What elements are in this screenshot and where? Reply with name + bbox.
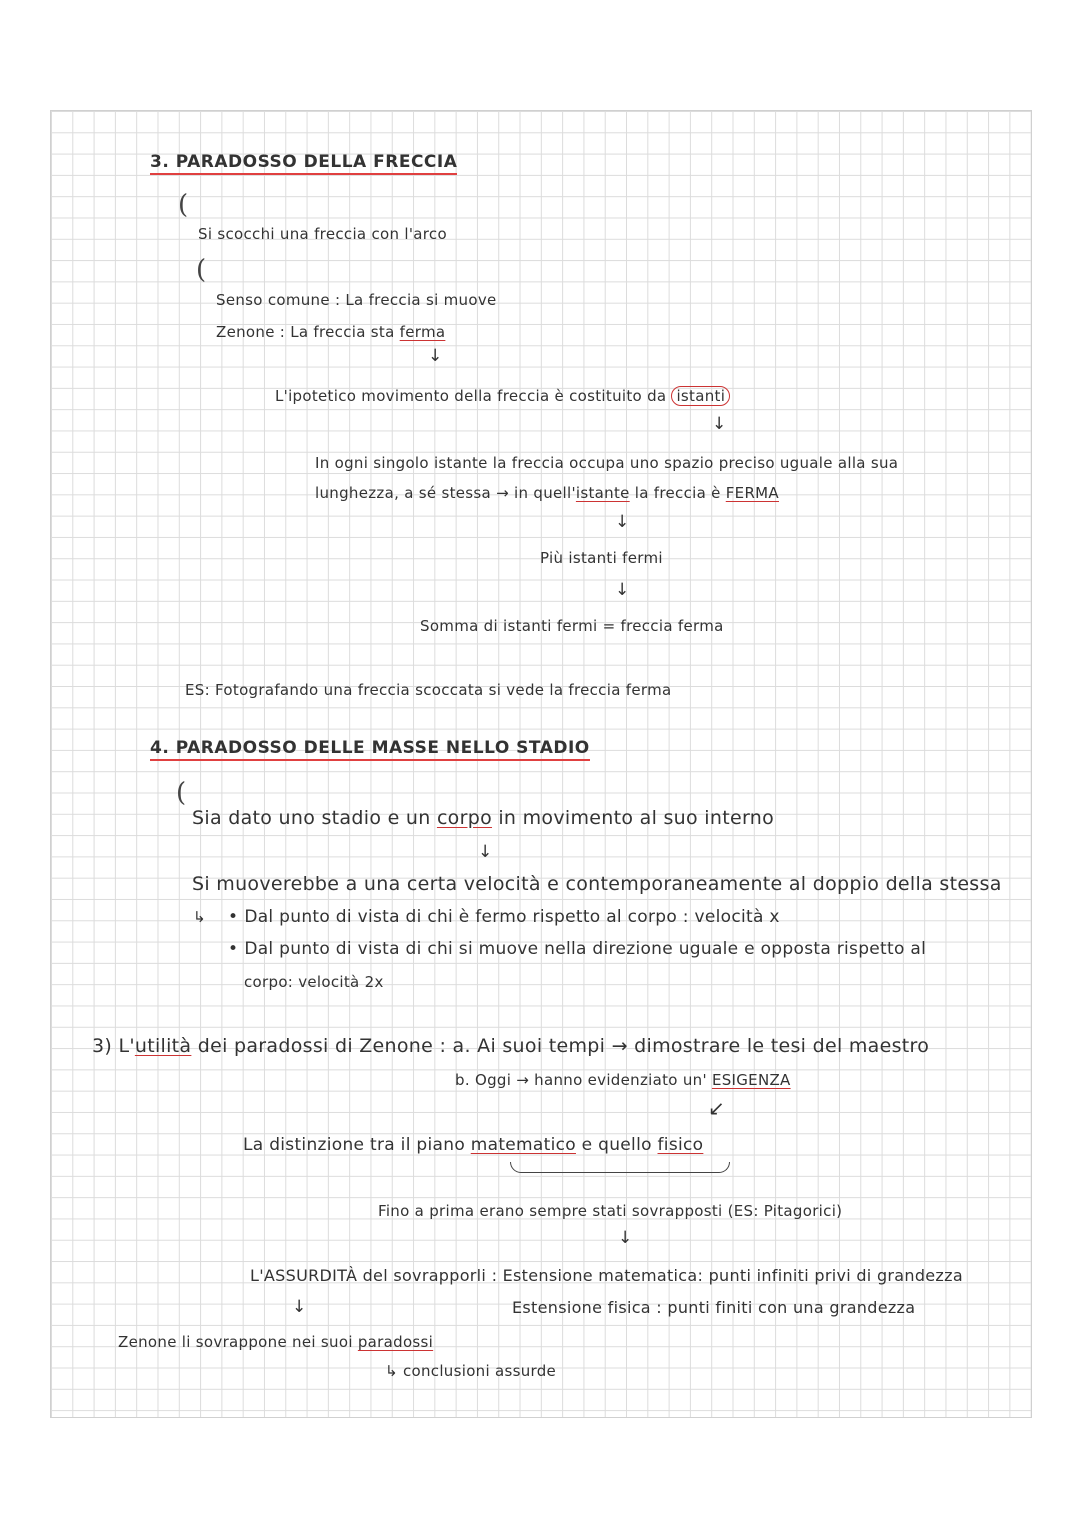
line-distinzione: La distinzione tra il piano matematico e quello fisico <box>243 1135 704 1155</box>
istanti-circled: istanti <box>671 386 730 406</box>
line-scocchi: Si scocchi una freccia con l'arco <box>198 225 447 243</box>
bracket-open: ( <box>178 190 189 220</box>
line-oggi: b. Oggi → hanno evidenziato un' ESIGENZA <box>455 1071 791 1089</box>
line-zenone: Zenone : La freccia sta ferma <box>216 323 446 341</box>
line-conclusioni: ↳ conclusioni assurde <box>385 1362 557 1380</box>
bracket-open: ( <box>196 255 207 285</box>
line-senso-comune: Senso comune : La freccia si muove <box>216 291 497 309</box>
curly-brace <box>510 1162 730 1173</box>
line-estensione-fisica: Estensione fisica : punti finiti con una grandezza <box>512 1298 916 1317</box>
line-piu-istanti: Più istanti fermi <box>540 549 663 567</box>
section3-title: 3. PARADOSSO DELLA FRECCIA <box>150 152 457 172</box>
line-utilita: 3) L'utilità dei paradossi di Zenone : a. Ai suoi tempi → dimostrare le tesi del maestro <box>92 1035 930 1057</box>
bullet-muove: • Dal punto di vista di chi si muove nella direzione uguale e opposta rispetto al <box>228 939 926 959</box>
arrow-down-icon: ↓ <box>712 414 727 434</box>
line-ipotetico: L'ipotetico movimento della freccia è costituito da istanti <box>275 387 730 405</box>
section4-title: 4. PARADOSSO DELLE MASSE NELLO STADIO <box>150 738 590 758</box>
line-zenone-sovrappone: Zenone li sovrappone nei suoi paradossi <box>118 1333 434 1351</box>
line-es-fotografando: ES: Fotografando una freccia scoccata si vede la freccia ferma <box>185 681 672 699</box>
line-sia-dato: Sia dato uno stadio e un corpo in movimento al suo interno <box>192 807 774 829</box>
bracket-open: ( <box>176 778 187 808</box>
arrow-down-icon: ↓ <box>615 512 630 532</box>
line-somma: Somma di istanti fermi = freccia ferma <box>420 617 724 635</box>
arrow-down-icon: ↓ <box>428 346 443 366</box>
bullet-fermo: • Dal punto di vista di chi è fermo rispetto al corpo : velocità x <box>228 907 780 927</box>
line-lunghezza: lunghezza, a sé stessa → in quell'istante la freccia è FERMA <box>315 484 779 502</box>
line-ogni-istante: In ogni singolo istante la freccia occupa uno spazio preciso uguale alla sua <box>315 454 899 472</box>
arrow-down-icon: ↓ <box>615 580 630 600</box>
hook-arrow-icon: ↳ <box>385 1362 398 1380</box>
line-fino: Fino a prima erano sempre stati sovrapposti (ES: Pitagorici) <box>378 1202 843 1220</box>
line-muoverebbe: Si muoverebbe a una certa velocità e contemporaneamente al doppio della stessa <box>192 873 1002 895</box>
arrow-down-icon: ↓ <box>292 1297 307 1317</box>
line-assurdita: L'ASSURDITÀ del sovrapporli : Estensione matematica: punti infiniti privi di grandezza <box>250 1266 963 1285</box>
arrow-down-icon: ↓ <box>618 1228 633 1248</box>
grid-paper <box>50 110 1032 1418</box>
arrow-down-icon: ↓ <box>478 842 493 862</box>
hook-arrow-icon: ↳ <box>193 908 206 926</box>
arrow-diagonal-icon: ↙ <box>708 1096 725 1120</box>
line-corpo-2x: corpo: velocità 2x <box>244 973 384 991</box>
